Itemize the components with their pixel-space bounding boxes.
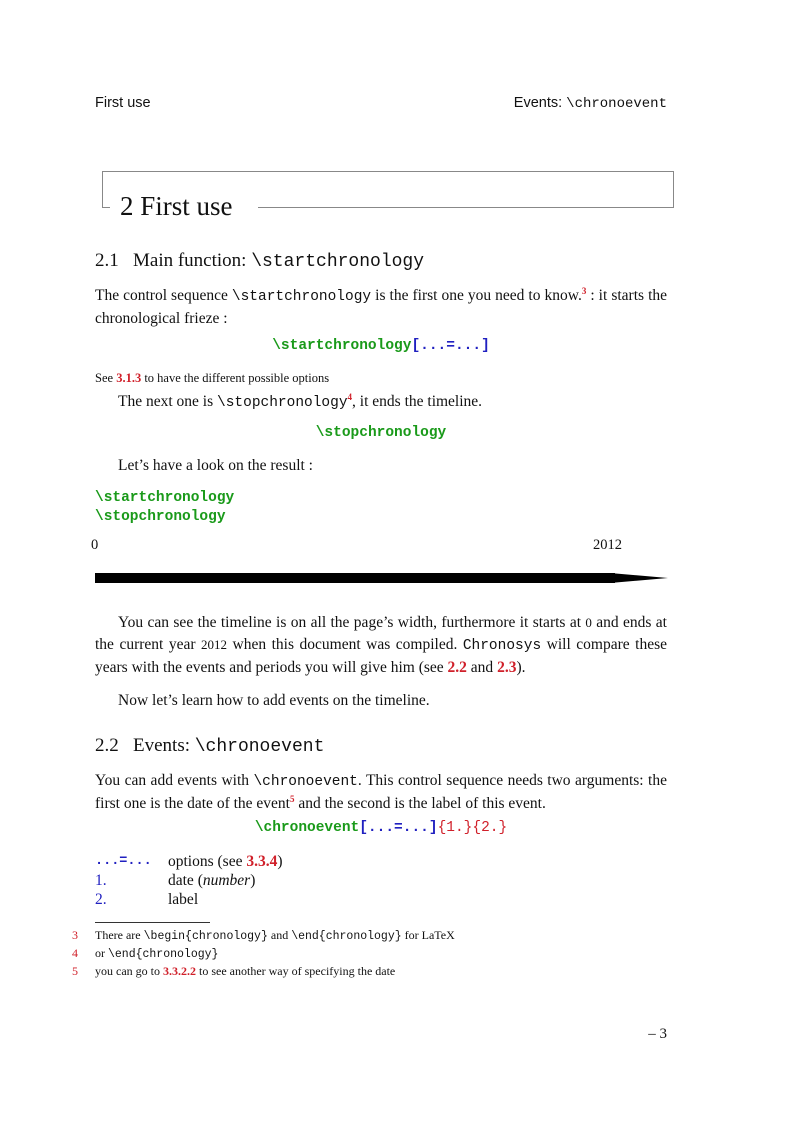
syntax-stopchronology: \stopchronology	[315, 425, 447, 441]
section-number: 2.2	[95, 735, 119, 756]
footnote-ref-4[interactable]: 4	[347, 392, 353, 402]
running-header-right-prefix: Events:	[513, 95, 567, 111]
text: You can add events with	[95, 772, 254, 789]
chapter-title	[110, 188, 239, 224]
inline-code: \begin{chronology}	[143, 930, 268, 943]
section-title-code: \chronoevent	[194, 737, 325, 757]
section-title-2-2	[95, 735, 324, 757]
chapter-number: 2	[120, 191, 134, 221]
timeline-start-label: 0	[91, 537, 99, 553]
timeline-bar	[95, 570, 670, 586]
argument-desc: label	[168, 891, 199, 908]
timeline-body	[95, 573, 615, 583]
options-note	[95, 371, 329, 386]
page-number: – 3	[648, 1026, 667, 1042]
footnote-number: 3	[72, 928, 78, 942]
text: . This control sequence needs two arguments: the first one is the date of the event	[95, 772, 667, 812]
text: is the first one you need to know.	[371, 287, 582, 304]
syntax-command: \startchronology	[272, 338, 412, 354]
footnote-text	[95, 945, 218, 963]
footnote-text	[95, 963, 395, 979]
argument-desc	[168, 871, 255, 890]
footnote-rule	[95, 922, 210, 923]
inline-code: \stopchronology	[217, 395, 348, 411]
inline-code: \startchronology	[231, 289, 372, 305]
footnote-ref-5[interactable]: 5	[289, 794, 295, 804]
timeline-arrow-tip	[610, 573, 668, 583]
code-line: \stopchronology	[95, 509, 226, 525]
running-header-left: First use	[95, 95, 151, 111]
footnotes	[72, 927, 455, 979]
text: You can see the timeline is on all the page’s width, furthermore it starts at	[118, 614, 586, 631]
paragraph-result: Let’s have a look on the result :	[118, 457, 313, 474]
paragraph-events	[95, 770, 667, 815]
code-example	[95, 489, 234, 527]
timeline-end-label: 2012	[593, 537, 622, 553]
ref-link-3-1-3[interactable]: 3.1.3	[116, 371, 142, 385]
syntax-options: [...=...]	[359, 820, 438, 836]
text: for LaTeX	[401, 928, 455, 942]
running-header-right	[514, 95, 667, 112]
text: and ends at the current year	[95, 614, 667, 653]
text: to have the different possible options	[141, 371, 330, 385]
text: to see another way of specifying the date	[196, 964, 396, 978]
syntax-startchronology	[95, 338, 667, 354]
syntax-options: [...=...]	[411, 338, 490, 354]
argument-row	[95, 852, 283, 871]
syntax-command: \chronoevent	[254, 820, 360, 836]
footnote-ref-3[interactable]: 3	[581, 286, 587, 296]
inline-code: \end{chronology}	[108, 948, 219, 961]
argument-row	[95, 890, 283, 909]
syntax-chronoevent	[95, 820, 667, 836]
code-line: \startchronology	[95, 490, 235, 506]
ref-link-2-2[interactable]: 2.2	[447, 659, 467, 676]
text: )	[250, 872, 256, 889]
paragraph-stop	[95, 391, 667, 414]
text: when this document was compiled.	[227, 636, 463, 653]
section-number: 2.1	[95, 250, 119, 271]
text: See	[95, 371, 117, 385]
section-title-prefix: Events:	[133, 735, 195, 756]
text: and	[267, 928, 292, 942]
text: and	[466, 659, 498, 676]
inline-code: \end{chronology}	[291, 930, 402, 943]
section-title-2-1	[95, 250, 424, 272]
text: The control sequence	[95, 287, 232, 304]
text: )	[277, 853, 283, 870]
text: ).	[516, 659, 526, 676]
text: , it ends the timeline.	[352, 393, 483, 410]
footnote-5	[72, 963, 455, 979]
text: or	[95, 946, 108, 960]
argument-row	[95, 871, 283, 890]
argument-key: ...=...	[95, 854, 152, 869]
package-name: Chronosys	[462, 638, 542, 654]
paragraph-intro	[95, 285, 667, 330]
paragraph-next: Now let’s learn how to add events on the timeline.	[118, 692, 430, 709]
footnote-4	[72, 945, 455, 963]
oldstyle-number: 2012	[201, 637, 228, 652]
section-title-prefix: Main function:	[133, 250, 252, 271]
footnote-text	[95, 927, 455, 945]
syntax-arg-date: {1.}	[437, 820, 473, 836]
text: will compare these years with the events and periods you will give him (see	[95, 636, 667, 676]
paragraph-explanation	[95, 612, 667, 679]
section-title-code: \startchronology	[251, 252, 425, 272]
ref-link-3-3-2-2[interactable]: 3.3.2.2	[163, 964, 196, 978]
inline-code: \chronoevent	[253, 774, 358, 790]
text: and the second is the label of this event.	[294, 795, 546, 812]
text: The next one is	[118, 393, 218, 410]
ref-link-3-3-4[interactable]: 3.3.4	[246, 853, 278, 870]
argument-desc	[168, 852, 283, 871]
text-italic: number	[202, 872, 251, 889]
footnote-number: 5	[72, 964, 78, 978]
footnote-number: 4	[72, 946, 78, 960]
text: you can go to	[95, 964, 163, 978]
text: : it starts the chronological frieze :	[95, 287, 668, 327]
oldstyle-number: 0	[585, 615, 592, 630]
chapter-title-text: First use	[140, 191, 233, 221]
chapter-rule	[258, 207, 673, 208]
syntax-arg-label: {2.}	[472, 820, 508, 836]
argument-key: 1.	[95, 872, 107, 889]
text: options (see	[168, 853, 247, 870]
running-header-right-code: \chronoevent	[566, 96, 667, 112]
footnote-3	[72, 927, 455, 945]
text: date (	[168, 872, 203, 889]
ref-link-2-3[interactable]: 2.3	[497, 659, 517, 676]
argument-key: 2.	[95, 891, 107, 908]
text: There are	[95, 928, 144, 942]
arguments-table	[95, 852, 283, 909]
